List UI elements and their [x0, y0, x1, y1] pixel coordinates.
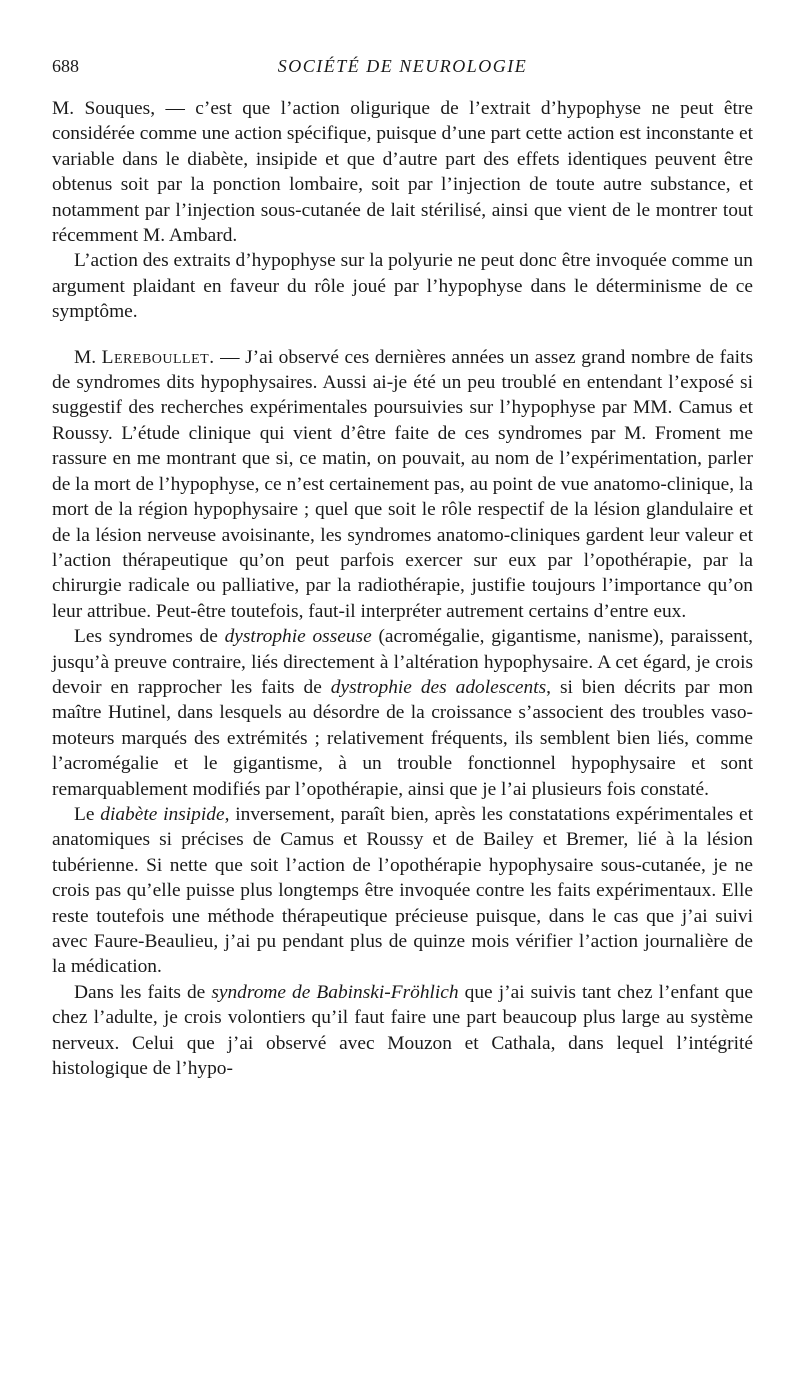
page-number: 688 — [52, 56, 79, 76]
text-segment: , inversement, paraît bien, après les constatations expérimentales et anatomiques si précises de Camus et Roussy et de Bailey et Bremer, lié à la lésion tubérienne. Si nette que soit l’action de l’opothérapie hypophysaire sous-cutanée, je ne crois pas qu’elle puisse plus longtemps être invoquée contre les faits expérimentaux. Elle reste toutefois une méthode thérapeutique précieuse puisque, dans le cas que j’ai suivi avec Faure-Beaulieu, j’ai pu pendant plus de quinze mois vérifier l’action journalière de la médication. — [52, 803, 753, 978]
paragraph-lereboullet-text: — J’ai observé ces dernières années un assez grand nombre de faits de syndromes dits hypophysaires. Aussi ai-je été un peu troublé en entendant l’exposé si suggestif des recherches expérimentales poursuivies sur l’hypophyse par MM. Camus et Roussy. L’étude clinique qui vient d’être faite de ces syndromes par M. Froment me rassure en me montrant que si, ce matin, on pouvait, au nom de l’expérimentation, parler de la mort de l’hypophyse, ce n’est certainement pas, au point de vue anatomo-clinique, la mort de la région hypophysaire ; quel que soit le rôle respectif de la lésion glandulaire et de la lésion nerveuse avoisinante, les syndromes anatomo-cliniques gardent leur valeur et l’action thérapeutique qu’on peut parfois exercer sur eux par l’opothérapie, par la chirurgie radicale ou palliative, par la radiothérapie, justifie toujours l’importance qu’on leur attribue. Peut-être toutefois, faut-il interpréter autrement certains d’entre eux. — [52, 346, 753, 622]
italic-term: syndrome de Babinski-Fröhlich — [211, 981, 459, 1003]
paragraph-diabete — [52, 802, 753, 980]
text-segment: (acromégalie, gigantisme, nanisme), paraissent, jusqu’à preuve contraire, liés directement à l’altération hypophysaire. A cet égard, je crois devoir en rapprocher les faits de — [52, 626, 753, 698]
paragraph-souques: M. Souques, — c’est que l’action oligurique de l’extrait d’hypophyse ne peut être considérée comme une action spécifique, puisque d’une part cette action est inconstante et variable dans le diabète, insipide et que d’autre part des effets identiques peuvent être obtenus soit par la ponction lombaire, soit par l’injection de toute autre substance, et notamment par l’injection sous-cutanée de lait stérilisé, ainsi que vient de le montrer tout récemment M. Ambard. — [52, 98, 753, 247]
text-segment: Le — [74, 803, 101, 825]
speaker-name: Lereboullet. — [101, 346, 215, 368]
paragraph-polyurie: L’action des extraits d’hypophyse sur la polyurie ne peut donc être invoquée comme un argument plaidant en faveur du rôle joué par l’hypophyse dans le déterminisme de ce symptôme. — [52, 250, 753, 323]
running-head — [52, 56, 753, 82]
italic-term: diabète insipide — [100, 803, 225, 825]
italic-term: dystrophie osseuse — [224, 626, 372, 648]
text-segment: Dans les faits de — [74, 981, 212, 1003]
paragraph-lereboullet — [52, 345, 753, 624]
page — [52, 0, 753, 1381]
italic-term: dystrophie des adolescents — [330, 676, 547, 698]
speaker-prefix: M. — [74, 346, 102, 368]
text-segment: Les syndromes de — [74, 626, 225, 648]
running-title: SOCIÉTÉ DE NEUROLOGIE — [277, 56, 528, 76]
paragraph-dystrophie — [52, 624, 753, 802]
paragraph-babinski — [52, 980, 753, 1082]
text-segment: , si bien décrits par mon maître Hutinel, dans lesquels au désordre de la croissance s’associent des troubles vaso-moteurs marqués des extrémités ; relativement fréquents, ils semblent bien liés, comme l’acromégalie et le gigantisme, à un trouble fonctionnel hypophysaire et sont remarquablement modifiés par l’opothérapie, ainsi que je l’ai plusieurs fois constaté. — [52, 676, 753, 800]
text-segment: que j’ai suivis tant chez l’enfant que chez l’adulte, je crois volontiers qu’il faut faire une part beaucoup plus large au système nerveux. Celui que j’ai observé avec Mouzon et Cathala, dans lequel l’intégrité histologique de l’hypo- — [52, 981, 753, 1080]
body-text — [52, 96, 753, 1081]
